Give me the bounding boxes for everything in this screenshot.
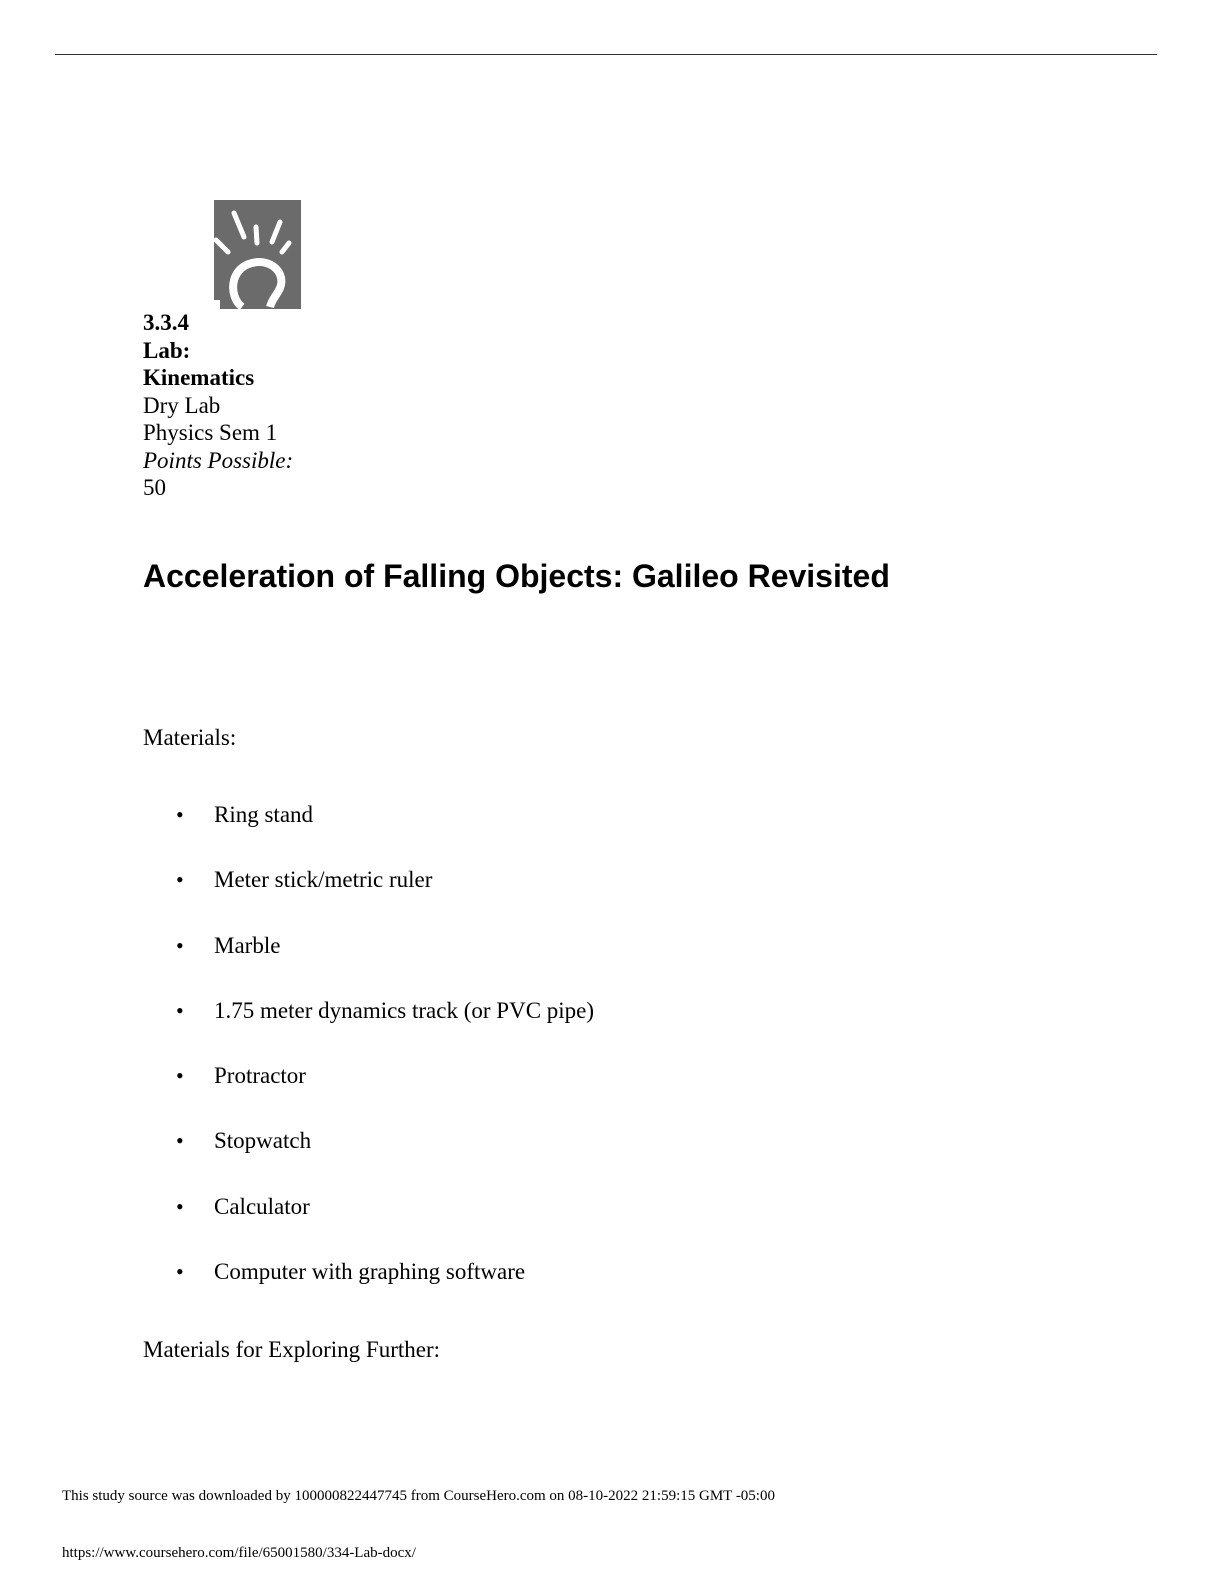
list-item-text: Stopwatch	[214, 1128, 312, 1154]
materials-heading: Materials:	[143, 725, 237, 750]
page-title: Acceleration of Falling Objects: Galileo Revisited	[143, 558, 890, 594]
points-value: 50	[143, 475, 166, 500]
list-item-text: Ring stand	[214, 802, 314, 827]
course-name: Physics Sem 1	[143, 420, 278, 445]
lesson-name: Kinematics	[143, 365, 255, 390]
source-url: https://www.coursehero.com/file/65001580/334-Lab-docx/	[62, 1545, 416, 1561]
bullet-icon: •	[176, 932, 184, 958]
list-item-text: Marble	[214, 932, 281, 958]
list-item-text: Computer with graphing software	[214, 1259, 526, 1285]
lesson-subtype: Dry Lab	[143, 392, 221, 418]
list-item-text: Meter stick/metric ruler	[214, 867, 433, 893]
list-item-text: Calculator	[214, 1193, 310, 1219]
lesson-info	[143, 309, 293, 502]
lesson-number: 3.3.4	[143, 310, 189, 335]
bullet-icon: •	[176, 802, 184, 827]
top-divider	[55, 54, 1157, 55]
bullet-icon: •	[176, 1128, 184, 1154]
bullet-icon: •	[176, 867, 184, 893]
list-item-text: Protractor	[214, 1063, 306, 1089]
bullet-icon: •	[176, 997, 184, 1023]
download-notice: This study source was downloaded by 100000822447745 from CourseHero.com on 08-10-2022 21:59:15 GMT -05:00	[62, 1488, 775, 1504]
bullet-icon: •	[176, 1259, 184, 1285]
bullet-icon: •	[176, 1063, 184, 1089]
lightbulb-head-icon	[214, 200, 301, 309]
bullet-icon: •	[176, 1193, 184, 1219]
further-materials-heading: Materials for Exploring Further:	[143, 1337, 441, 1362]
points-label: Points Possible:	[143, 447, 294, 473]
lesson-type-label: Lab:	[143, 337, 191, 363]
list-item-text: 1.75 meter dynamics track (or PVC pipe)	[214, 997, 595, 1023]
